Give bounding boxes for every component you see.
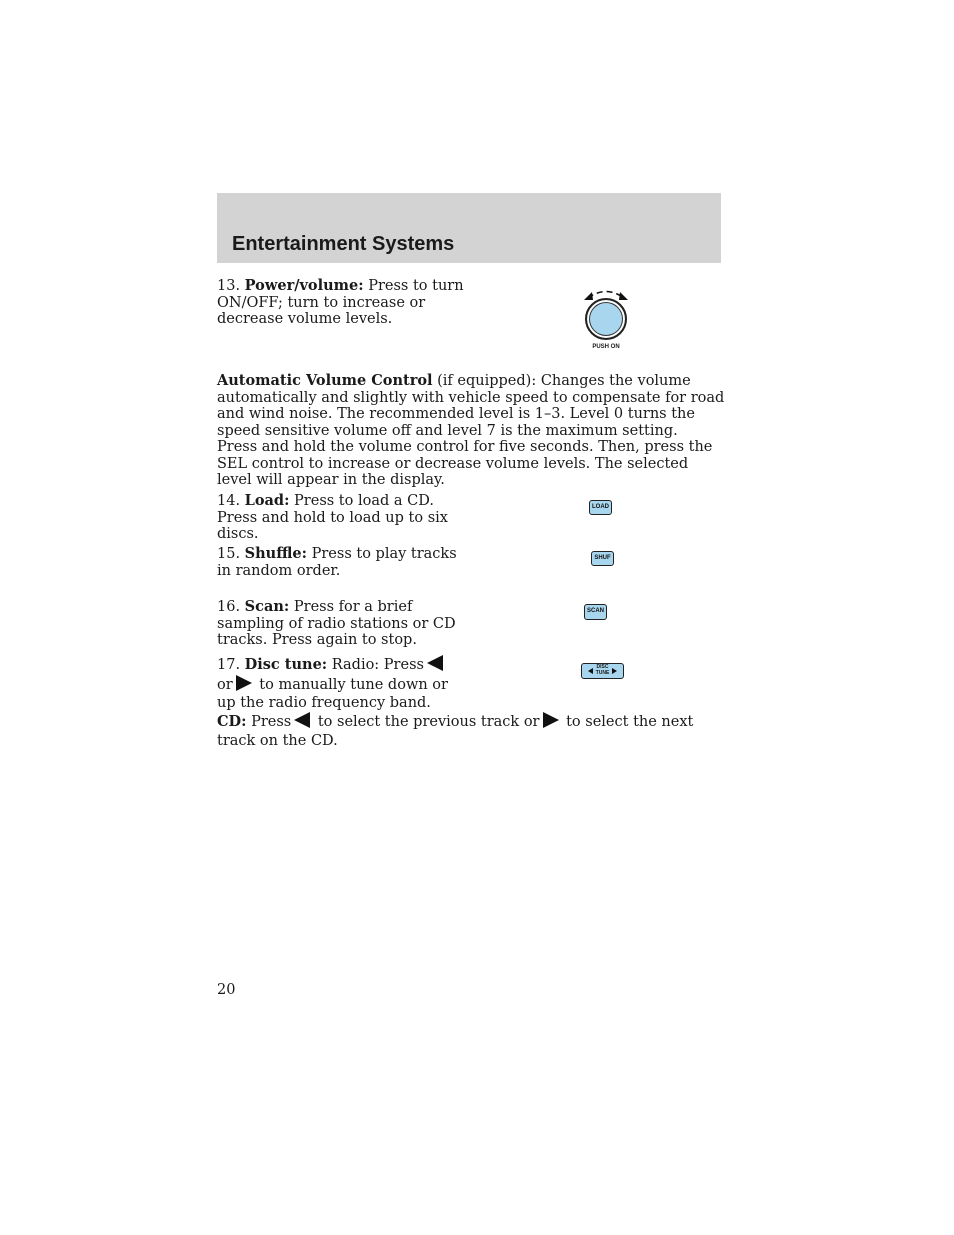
knob-label: PUSH ON <box>592 344 620 350</box>
shuffle-button-icon: SHUF <box>591 551 614 566</box>
load-description <box>217 493 467 543</box>
cd-text-b: to select the previous track or <box>317 714 540 730</box>
item-text-c: to manually tune down or up the radio frequency band. <box>217 676 448 711</box>
avc-term: Automatic Volume Control <box>217 372 433 389</box>
section-title: Entertainment Systems <box>232 233 455 255</box>
cd-term: CD: <box>217 713 247 730</box>
item-number: 15. <box>217 546 241 562</box>
disc-tune-description <box>217 655 467 713</box>
item-text: Press to load a CD. Press and hold to load up to six discs. <box>217 493 448 542</box>
power-volume-description <box>217 278 479 328</box>
item-text: Press to turn ON/OFF; turn to increase or decrease volume levels. <box>217 278 464 327</box>
cd-text-a: Press <box>251 714 292 730</box>
scan-description <box>217 599 467 649</box>
item-text-a: Radio: Press <box>331 657 424 673</box>
item-number: 14. <box>217 493 241 509</box>
item-term: Load: <box>244 492 290 509</box>
avc-text: (if equipped): Changes the volume automatically and slightly with vehicle speed to compensate for road and wind noise. The recommended level is 1–3. Level 0 turns the speed sensitive volume off and level 7 is the maximum setting. <box>217 373 725 439</box>
item-text-b: or <box>217 676 233 693</box>
item-term: Power/volume: <box>244 277 364 294</box>
triangle-left-icon <box>294 712 310 728</box>
scan-button-icon: SCAN <box>584 604 607 620</box>
avc-text-2: Press and hold the volume control for five seconds. Then, press the SEL control to increase or decrease volume levels. The selected level will appear in the display. <box>217 439 713 488</box>
load-button-icon: LOAD <box>589 500 612 515</box>
item-term: Shuffle: <box>244 545 307 562</box>
disc-tune-label-top: DISC <box>596 664 609 670</box>
disc-tune-button-icon <box>581 663 624 679</box>
item-term: Scan: <box>244 598 290 615</box>
avc-paragraph <box>217 373 727 489</box>
item-number: 16. <box>217 599 241 615</box>
page-number: 20 <box>217 982 236 998</box>
item-number: 13. <box>217 278 241 294</box>
cd-description <box>217 712 727 751</box>
item-term: Disc tune: <box>244 656 328 673</box>
triangle-left-icon <box>427 655 443 671</box>
disc-tune-label-bottom: TUNE <box>595 670 610 676</box>
cd-text-c: to select the next track on the CD. <box>217 714 694 749</box>
volume-knob-icon <box>585 298 627 340</box>
item-text: Press for a brief sampling of radio stations or CD tracks. Press again to stop. <box>217 599 456 648</box>
triangle-right-icon <box>543 712 559 728</box>
item-number: 17. <box>217 657 241 673</box>
shuffle-description <box>217 546 467 579</box>
power-volume-knob <box>578 284 638 356</box>
triangle-right-icon <box>236 675 252 691</box>
section-header <box>217 193 721 263</box>
arrow-right-icon <box>612 668 617 674</box>
item-text: Press to play tracks in random order. <box>217 546 457 579</box>
